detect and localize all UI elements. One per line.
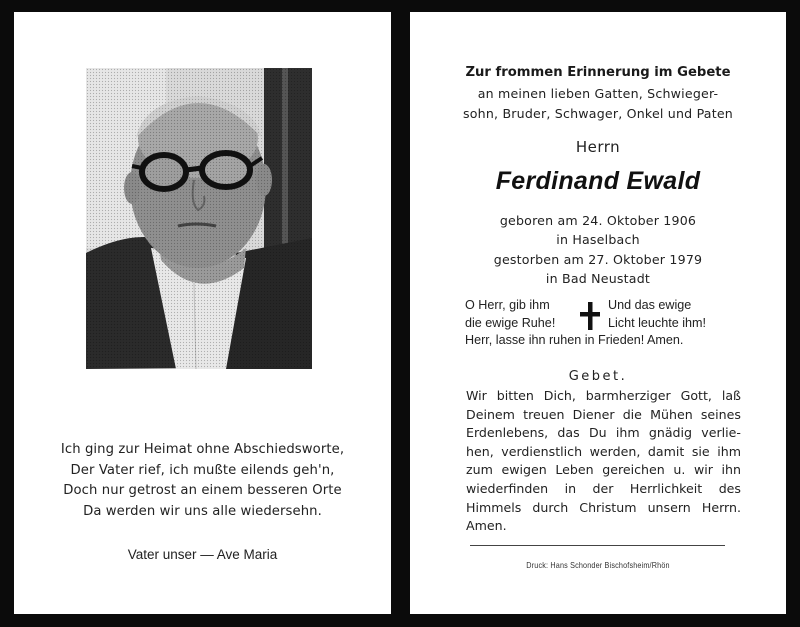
gebet-word: treuen xyxy=(523,406,565,422)
gebet-word: Erdenlebens, xyxy=(466,425,549,441)
gebet-word: Du xyxy=(588,425,607,441)
gebet-word: hen, xyxy=(466,443,494,459)
deceased-name: Ferdinand Ewald xyxy=(495,167,701,195)
gebet-word: sie xyxy=(691,443,710,459)
gebet-word: Dich, xyxy=(543,388,576,403)
verse-line: Da werden wir uns alle wiedersehn. xyxy=(83,503,322,519)
portrait-image xyxy=(86,68,312,369)
rest-prayer-left: O Herr, gib ihm xyxy=(465,298,550,312)
gebet-word: unsern xyxy=(647,499,691,515)
verse-line: Der Vater rief, ich mußte eilends geh'n, xyxy=(70,462,335,478)
gebet-word: gnädig xyxy=(648,425,693,441)
gebet-word: wiederfinden xyxy=(466,480,549,496)
gebet-word: das xyxy=(557,425,580,441)
rest-prayer-right: Und das ewige xyxy=(608,298,692,312)
gebet-word: Herrn. xyxy=(701,499,741,515)
verse-line: Doch nur getrost an einem besseren Orte xyxy=(63,483,342,498)
rest-prayer-left: die ewige Ruhe! xyxy=(465,315,556,330)
gebet-word: barmherziger xyxy=(585,388,671,403)
death-place: in Bad Neustadt xyxy=(545,270,651,286)
gebet-word: ihm xyxy=(615,425,640,441)
portrait-photo xyxy=(86,68,312,369)
left-card xyxy=(14,12,391,614)
life-dates xyxy=(410,212,786,288)
gebet-word: Diener xyxy=(572,406,615,422)
gebet-word: verdienstlich xyxy=(501,443,583,459)
gebet-word: wir xyxy=(693,462,713,478)
gebet-line xyxy=(466,424,741,443)
verse-line: Ich ging zur Heimat ohne Abschiedsworte, xyxy=(60,442,345,457)
gebet-word: damit xyxy=(647,443,685,459)
gebet-line xyxy=(466,406,741,425)
gebet-word: verlie- xyxy=(701,425,741,441)
death-line: gestorben am 27. Oktober 1979 xyxy=(493,252,703,267)
gebet-word: werden, xyxy=(589,443,641,459)
gebet-word: Deinem xyxy=(466,406,515,422)
gebet-word: u. xyxy=(673,462,686,478)
gebet-word: des xyxy=(718,480,741,496)
gebet-word: bitten xyxy=(496,388,534,403)
cross-icon xyxy=(579,301,601,331)
gebet-word: laß xyxy=(721,388,741,403)
gebet-word: seines xyxy=(700,406,741,422)
gebet-line xyxy=(466,387,741,406)
gebet-word: in xyxy=(564,480,577,496)
gebet-line: Amen. xyxy=(466,518,507,534)
gebet-word: der xyxy=(592,480,614,496)
birth-line: geboren am 24. Oktober 1906 xyxy=(499,213,697,228)
gebet-word: gereichen xyxy=(602,462,665,478)
gebet-word: ihn xyxy=(721,462,741,478)
gebet-word: Herrlichkeit xyxy=(629,480,703,496)
gebet-line xyxy=(466,461,741,480)
gebet-word: Leben xyxy=(555,462,594,478)
gebet-text xyxy=(466,387,741,536)
rest-prayer-full: Herr, lasse ihn ruhen in Frieden! Amen. xyxy=(465,333,684,347)
dedication-line: an meinen lieben Gatten, Schwieger- xyxy=(477,86,719,101)
gebet-line xyxy=(466,443,741,462)
gebet-word: die xyxy=(622,406,642,422)
printer-credit: Druck: Hans Schonder Bischofsheim/Rhön xyxy=(526,560,670,570)
birth-place: in Haselbach xyxy=(556,231,640,247)
card-heading: Zur frommen Erinnerung im Gebete xyxy=(465,65,731,80)
right-card xyxy=(410,12,786,614)
dedication xyxy=(410,84,786,124)
gebet-word: Wir xyxy=(466,388,487,403)
prayer-names: Vater unser — Ave Maria xyxy=(127,547,278,562)
gebet-word: Gott, xyxy=(680,388,712,403)
dedication-line: sohn, Bruder, Schwager, Onkel und Paten xyxy=(463,106,733,121)
rest-prayer xyxy=(465,297,745,350)
gebet-title: Gebet. xyxy=(568,369,628,384)
rest-prayer-right: Licht leuchte ihm! xyxy=(608,315,707,330)
gebet-word: ihm xyxy=(717,443,741,459)
gebet-word: durch xyxy=(532,499,569,515)
gebet-word: Mühen xyxy=(650,406,693,422)
gebet-word: Christum xyxy=(579,499,637,515)
gebet-line xyxy=(466,499,741,518)
memorial-verse xyxy=(14,440,391,522)
salutation: Herrn xyxy=(575,138,621,156)
gebet-word: ewigen xyxy=(501,462,547,478)
gebet-line xyxy=(466,480,741,499)
gebet-word: zum xyxy=(466,462,493,478)
divider-rule xyxy=(470,545,725,546)
gebet-word: Himmels xyxy=(466,499,522,515)
